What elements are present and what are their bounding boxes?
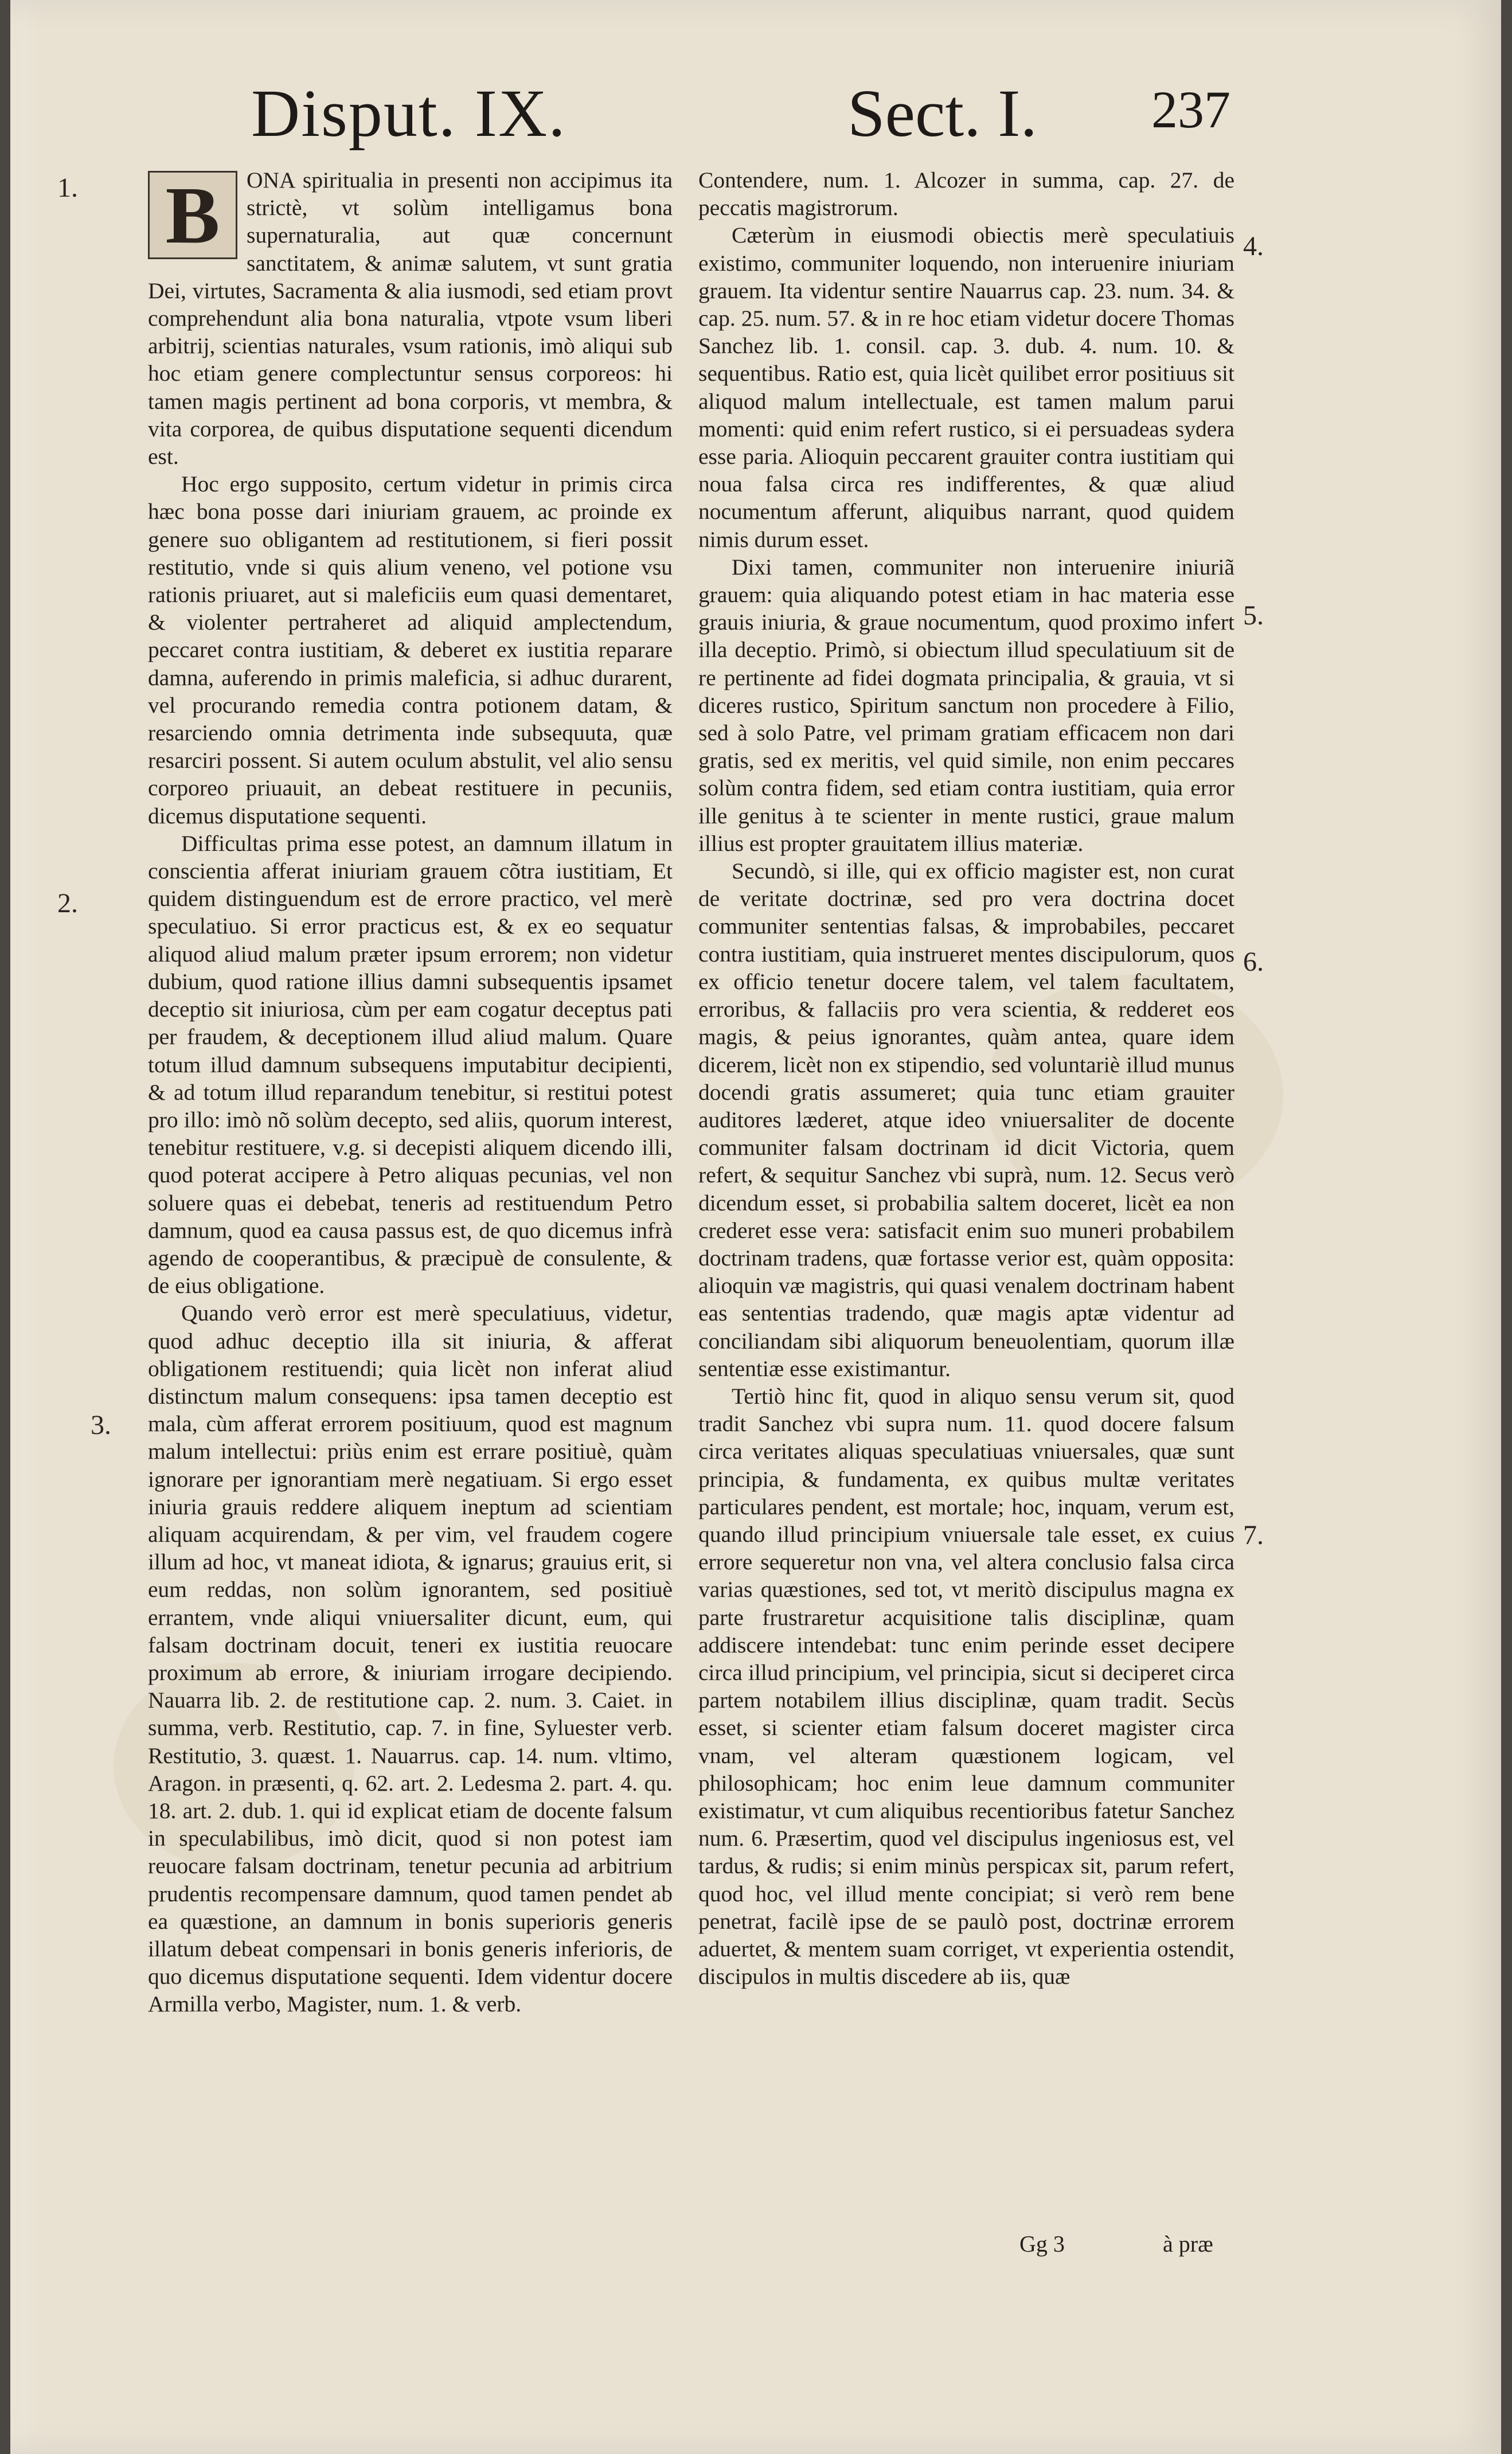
running-title-left: Disput. IX. bbox=[251, 76, 566, 151]
margin-number: 2. bbox=[57, 888, 78, 919]
margin-number: 1. bbox=[57, 173, 78, 203]
paragraph: Contendere, num. 1. Alcozer in summa, cap. 27. de peccatis magistrorum. bbox=[698, 167, 1234, 221]
margin-number: 6. bbox=[1243, 947, 1264, 977]
paragraph: Quando verò error est merè speculatiuus, videtur, quod adhuc deceptio illa sit iniuria, & afferat obligationem restituendi; quia licèt non inferat aliud distinctum malum consequens: ipsa tamen deceptio est mala, cùm afferat errorem positiuum, quod est magnum malum intellectui: priùs enim est errare positiuè, quàm ignorare per ignorantiam merè negatiuam. Si ergo esset iniuria grauis reddere aliquem ineptum ad scientiam aliquam acquirendam, & per vim, vel fraudem cogere illum ad hoc, vt maneat idiota, & ignarus; grauius erit, si eum reddas, non solùm ignorantem, sed positiuè errantem, vnde aliqui vniuersaliter dicunt, eum, qui falsam doctrinam docuit, teneri ex iustitia reuocare proximum ab errore, & iniuriam irrogare decipiendo. Nauarra lib. 2. de restitutione cap. 2. num. 3. Caiet. in summa, verb. Restitutio, cap. 7. in fine, Syluester verb. Restitutio, 3. quæst. 1. Nauarrus. cap. 14. num. vltimo, Aragon. in præsenti, q. 62. art. 2. Ledesma 2. part. 4. qu. 18. art. 2. dub. 1. qui id explicat etiam de docente falsum in speculabilibus, imò dicit, quod si non potest iam reuocare falsam doctrinam, tenetur pecunia ad arbitrium prudentis recompensare damnum, quod tamen pendet ab ea quæstione, an damnum in bonis superioris generis illatum debeat compensari in bonis generis inferioris, de quo dicemus disputatione sequenti. Idem videntur docere Armilla verbo, Magister, num. 1. & verb. bbox=[148, 1300, 673, 2017]
margin-number: 7. bbox=[1243, 1520, 1264, 1550]
catchword: à præ bbox=[1163, 2231, 1213, 2257]
paragraph: Secundò, si ille, qui ex officio magister est, non curat de veritate doctrinæ, sed pro vera doctrina docet communiter sententias falsas, & improbabiles, peccaret contra iustitiam, quia instrueret mentes discipulorum, quos ex officio tenetur docere talem, vel talem facultatem, erroribus, & fallaciis pro vera scientia, & redderet eos magis, & peius ignorantes, quàm antea, quare idem dicerem, licèt non ex stipendio, sed voluntariè illud munus docendi gratis assumeret; quia tunc etiam grauiter auditores læderet, atque ideo vniuersaliter de docente communiter falsam doctrinam id dicit Victoria, quem refert, & sequitur Sanchez vbi suprà, num. 12. Secus verò dicendum esset, si probabilia saltem doceret, licèt ea non crederet esse vera: satisfacit enim suo muneri probabilem doctrinam tradens, quæ fortasse verior est, quàm opposita: alioquin væ magistris, qui quasi venalem doctrinam habent eas sententias tradendo, quæ magis aptæ videntur ad conciliandam sibi aliquorum beneuolentiam, quorum illæ sententiæ esse existimantur. bbox=[698, 858, 1234, 1381]
page-number: 237 bbox=[1151, 80, 1230, 139]
paragraph: Tertiò hinc fit, quod in aliquo sensu verum sit, quod tradit Sanchez vbi supra num. 11. quod docere falsum circa veritates aliquas speculatiuas vniuersales, quæ sunt principia, & fundamenta, ex quibus multæ veritates particulares pendent, est mortale; hoc, inquam, verum est, quando illud principium vniuersale tale esset, ex cuius errore sequeretur non vna, vel altera conclusio falsa circa varias quæstiones, sed tot, vt meritò discipulus magna ex parte frustraretur acquisitione talis disciplinæ, quam addiscere intendebat: tunc enim perinde esset decipere circa illud principium, vel principia, sicut si deciperet circa partem notabilem illius disciplinæ, quam tradit. Secùs esset, si scienter etiam falsum doceret magister circa vnam, vel alteram quæstionem logicam, vel philosophicam; hoc enim leue damnum communiter existimatur, vt cum aliquibus recentioribus fatetur Sanchez num. 6. Præsertim, quod vel discipulus ingeniosus est, vel tardus, & rudis; si enim minùs perspicax sit, parum refert, quod hoc, vel illud mente concipiat; si verò rem bene penetrat, facilè ipse de se paulò post, doctrinæ errorem aduertet, & mentem suam corriget, vt experientia ostendit, discipulos in multis discedere ab iis, quæ bbox=[698, 1383, 1234, 1990]
paragraph: Dixi tamen, communiter non interuenire iniuriã grauem: quia aliquando potest etiam in hac materia esse grauis iniuria, & graue nocumentum, quod proximo infert illa deceptio. Primò, si obiectum illud speculatiuum sit de re pertinente ad fidei dogmata principalia, & grauia, vt si diceres rustico, Spiritum sanctum non procedere à Filio, sed à solo Patre, vel primam gratiam efficacem non dari gratis, sed ex meritis, vel quid simile, non enim peccares solùm contra fidem, sed etiam contra iustitiam, quia error ille genitus à te scienter in mente rustici, graue malum illius est propter grauitatem illius materiæ. bbox=[698, 554, 1234, 856]
paragraph: Difficultas prima esse potest, an damnum illatum in conscientia afferat iniuriam grauem cõtra iustitiam, Et quidem distinguendum est de errore practico, vel merè speculatiuo. Si error practicus est, & ex eo sequatur aliquod aliud malum præter ipsum errorem; non videtur dubium, quod ratione illius damni subsequentis ipsamet deceptio sit iniuriosa, cùm per eam cogatur deceptus pati per fraudem, & deceptionem illud aliud malum. Quare totum illud damnum subsequens imputabitur decipienti, & ad totum illud reparandum tenebitur, si restitui potest pro illo: imò nõ solùm decepto, sed aliis, quorum interest, tenebitur restituere, v.g. si decepisti aliquem dicendo illi, quod poterat accipere à Petro aliquas pecunias, vel non soluere quas ei debebat, teneris ad restituendum Petro damnum, quod ea causa passus est, de quo dicemus infrà agendo de cooperantibus, & præcipuè de consulente, & de eius obligatione. bbox=[148, 830, 673, 1299]
left-column bbox=[148, 166, 673, 2018]
decorated-initial: B bbox=[148, 171, 237, 259]
paragraph: ONA spiritualia in presenti non accipimus ita strictè, vt solùm intelligamus bona supernaturalia, aut quæ concernunt sanctitatem, & animæ salutem, vt sunt gratia Dei, virtutes, Sacramenta & alia iusmodi, sed etiam provt comprehendunt alia bona naturalia, vtpote vsum liberi arbitrij, scientias naturales, vsum rationis, imò aliqui sub hoc etiam genere complectuntur sensus corporeos: hi tamen magis pertinent ad bona corporis, vt membra, & vita corporea, de quibus disputatione sequenti dicendum est. bbox=[148, 167, 673, 470]
margin-number: 3. bbox=[91, 1410, 111, 1440]
running-header bbox=[10, 75, 1501, 161]
signature-mark: Gg 3 bbox=[1019, 2231, 1065, 2257]
book-page bbox=[10, 0, 1501, 2454]
margin-number: 4. bbox=[1243, 231, 1264, 261]
paragraph: Cæterùm in eiusmodi obiectis merè speculatiuis existimo, communiter loquendo, non interuenire iniuriam grauem. Ita videntur sentire Nauarrus cap. 23. num. 34. & cap. 25. num. 57. & in re hoc etiam videtur docere Thomas Sanchez lib. 1. consil. cap. 3. dub. 4. num. 10. & sequentibus. Ratio est, quia licèt quilibet error positiuus sit aliquod malum intellectuale, est tamen malum parui momenti: quid enim refert rustico, si ei persuadeas sydera esse paria. Alioquin peccarent grauiter contra iustitiam qui noua falsa circa res indifferentes, & quæ aliud nocumentum afferunt, aliquibus narrant, quod quidem nimis durum esset. bbox=[698, 222, 1234, 552]
paragraph: Hoc ergo supposito, certum videtur in primis circa hæc bona posse dari iniuriam grauem, ac proinde ex genere suo obligantem ad restitutionem, si fieri possit restitutio, vnde si quis alium veneno, vel potione vsu rationis priuaret, aut si maleficiis eum quasi dementaret, & violenter pertraheret ad aliquid amplectendum, peccaret contra iustitiam, & deberet ex iustitia reparare damna, auferendo in primis maleficia, si adhuc durarent, vel procurando remedia contra potionem datam, & resarciendo omnia detrimenta inde subsequuta, quæ resarciri possent. Si autem oculum abstulit, vel alio sensu corporeo priuauit, an debeat restituere in pecuniis, dicemus disputatione sequenti. bbox=[148, 471, 673, 829]
margin-number: 5. bbox=[1243, 600, 1264, 631]
right-column bbox=[698, 166, 1234, 1990]
running-title-right: Sect. I. bbox=[847, 76, 1037, 151]
